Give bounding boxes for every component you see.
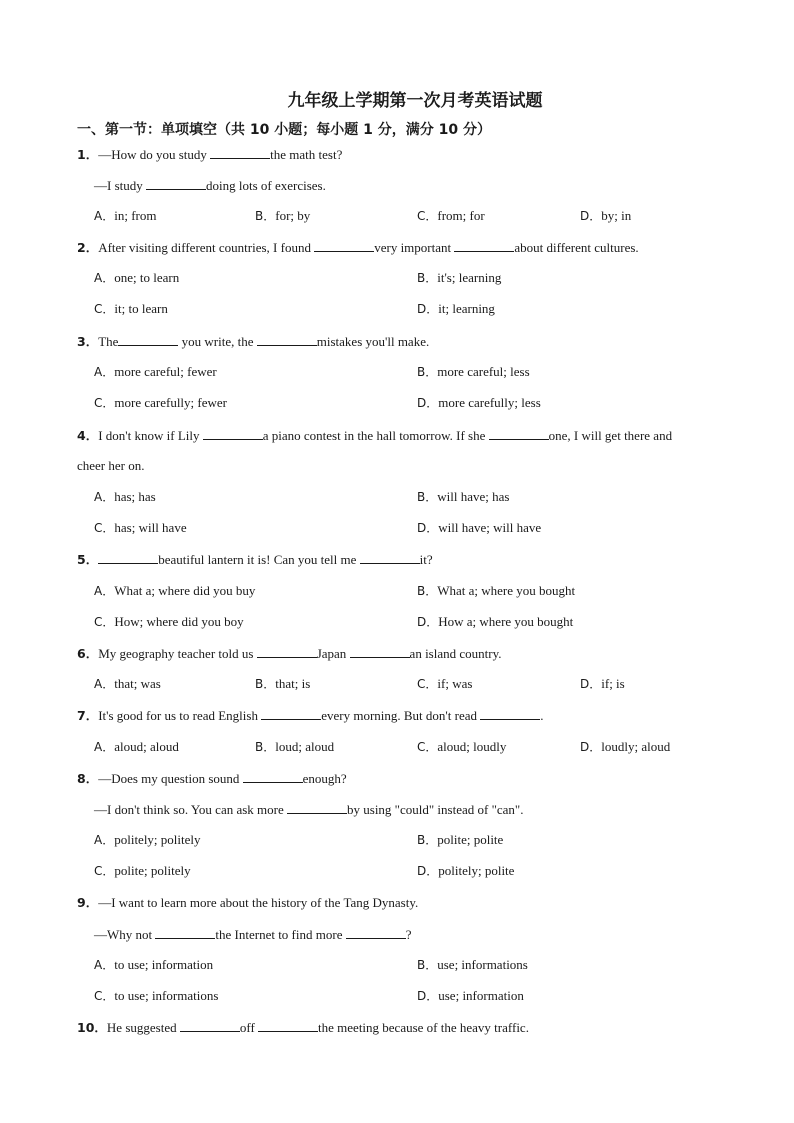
question-text: . — [540, 708, 544, 723]
option-text: will have; will have — [438, 520, 542, 535]
answer-blank[interactable] — [287, 800, 347, 814]
option-d[interactable] — [580, 207, 631, 225]
question-number: 3． — [77, 334, 99, 349]
option-label: B． — [255, 209, 276, 223]
option-d[interactable] — [417, 394, 541, 412]
option-label: D． — [580, 677, 602, 691]
question-9-line-2 — [94, 925, 412, 944]
option-text: will have; has — [437, 489, 510, 504]
question-text: the meeting because of the heavy traffic. — [318, 1020, 529, 1035]
answer-blank[interactable] — [346, 925, 406, 939]
option-d[interactable] — [417, 987, 524, 1005]
option-label: A． — [94, 958, 115, 972]
option-text: more careful; less — [437, 364, 530, 379]
option-label: A． — [94, 209, 115, 223]
option-d[interactable] — [417, 519, 541, 537]
option-text: from; for — [437, 208, 485, 223]
option-d[interactable] — [417, 300, 495, 318]
option-b[interactable] — [417, 363, 530, 381]
question-text: the math test? — [270, 147, 343, 162]
option-c[interactable] — [94, 987, 218, 1005]
option-text: if; is — [601, 676, 625, 691]
option-label: C． — [94, 396, 115, 410]
option-a[interactable] — [94, 363, 217, 381]
option-label: D． — [417, 864, 439, 878]
option-b[interactable] — [255, 207, 310, 225]
question-6 — [77, 644, 502, 663]
page-title: 九年级上学期第一次月考英语试题 — [287, 91, 543, 111]
option-text: politely; polite — [438, 863, 515, 878]
option-b[interactable] — [255, 738, 334, 756]
question-2 — [77, 238, 639, 257]
question-continuation: cheer her on. — [77, 458, 145, 473]
question-number: 2． — [77, 240, 99, 255]
question-text: the Internet to find more — [215, 927, 346, 942]
option-text: it; to learn — [114, 301, 168, 316]
option-text: if; was — [437, 676, 473, 691]
option-text: politely; politely — [114, 832, 201, 847]
option-label: C． — [417, 740, 438, 754]
option-text: aloud; loudly — [437, 739, 507, 754]
question-text: mistakes you'll make. — [316, 334, 430, 349]
option-a[interactable] — [94, 675, 161, 693]
question-text: beautiful lantern it is! Can you tell me — [158, 552, 360, 567]
answer-blank[interactable] — [261, 706, 321, 720]
option-text: for; by — [275, 208, 311, 223]
option-text: polite; politely — [114, 863, 191, 878]
question-10 — [77, 1018, 529, 1037]
option-label: D． — [417, 521, 439, 535]
question-text: —I study — [94, 178, 146, 193]
option-text: one; to learn — [114, 270, 180, 285]
option-text: more carefully; fewer — [114, 395, 227, 410]
option-text: to use; informations — [114, 988, 219, 1003]
option-label: B． — [417, 271, 438, 285]
option-text: it's; learning — [437, 270, 502, 285]
answer-blank[interactable] — [480, 706, 540, 720]
answer-blank[interactable] — [489, 426, 549, 440]
option-label: A． — [94, 677, 115, 691]
option-text: use; information — [438, 988, 524, 1003]
option-label: A． — [94, 584, 115, 598]
option-d[interactable] — [417, 613, 573, 631]
question-text: you write, the — [178, 334, 257, 349]
option-text: loudly; aloud — [601, 739, 671, 754]
question-8-line-2 — [94, 800, 524, 819]
option-text: What a; where did you buy — [114, 583, 256, 598]
option-a[interactable] — [94, 831, 201, 849]
question-1-line-2 — [94, 176, 326, 195]
option-c[interactable] — [94, 394, 227, 412]
option-c[interactable] — [417, 738, 506, 756]
option-label: D． — [417, 302, 439, 316]
answer-blank[interactable] — [180, 1018, 240, 1032]
option-label: C． — [94, 521, 115, 535]
option-c[interactable] — [94, 613, 244, 631]
question-text: He suggested — [106, 1020, 180, 1035]
question-text: ? — [405, 927, 412, 942]
question-text: every morning. But don't read — [321, 708, 481, 723]
question-4 — [77, 426, 672, 445]
option-label: D． — [417, 989, 439, 1003]
option-label: A． — [94, 365, 115, 379]
option-b[interactable] — [417, 269, 501, 287]
question-text: doing lots of exercises. — [206, 178, 326, 193]
option-label: D． — [417, 615, 439, 629]
question-number: 4． — [77, 428, 99, 443]
question-text: —I don't think so. You can ask more — [94, 802, 288, 817]
option-text: aloud; aloud — [114, 739, 179, 754]
option-label: B． — [417, 584, 438, 598]
answer-blank[interactable] — [155, 925, 215, 939]
option-d[interactable] — [417, 862, 514, 880]
option-label: B． — [417, 958, 438, 972]
question-text: It's good for us to read English — [98, 708, 262, 723]
option-d[interactable] — [580, 675, 625, 693]
option-label: D． — [580, 209, 602, 223]
question-text: My geography teacher told us — [98, 646, 257, 661]
answer-blank[interactable] — [203, 426, 263, 440]
option-text: by; in — [601, 208, 632, 223]
answer-blank[interactable] — [98, 550, 158, 564]
option-label: A． — [94, 490, 115, 504]
option-text: in; from — [114, 208, 157, 223]
option-b[interactable] — [255, 675, 310, 693]
question-3 — [77, 332, 429, 351]
option-c[interactable] — [417, 675, 472, 693]
option-text: more carefully; less — [438, 395, 541, 410]
option-a[interactable] — [94, 207, 156, 225]
question-number: 5． — [77, 552, 99, 567]
question-text: very important — [374, 240, 455, 255]
option-label: C． — [94, 864, 115, 878]
question-number: 7． — [77, 708, 99, 723]
option-b[interactable] — [417, 488, 509, 506]
question-1 — [77, 145, 342, 164]
answer-blank[interactable] — [210, 145, 270, 159]
question-text: I don't know if Lily — [98, 428, 203, 443]
question-text: an island country. — [409, 646, 502, 661]
option-text: that; was — [114, 676, 161, 691]
answer-blank[interactable] — [243, 769, 303, 783]
option-a[interactable] — [94, 956, 213, 974]
question-9 — [77, 894, 418, 912]
option-c[interactable] — [417, 207, 485, 225]
option-label: B． — [255, 677, 276, 691]
answer-blank[interactable] — [146, 176, 206, 190]
option-text: polite; polite — [437, 832, 504, 847]
option-text: it; learning — [438, 301, 495, 316]
option-d[interactable] — [580, 738, 670, 756]
option-label: A． — [94, 740, 115, 754]
option-text: What a; where you bought — [437, 583, 576, 598]
option-label: B． — [417, 365, 438, 379]
answer-blank[interactable] — [454, 238, 514, 252]
option-label: C． — [94, 615, 115, 629]
option-text: How a; where you bought — [438, 614, 574, 629]
question-number: 8． — [77, 771, 99, 786]
answer-blank[interactable] — [257, 332, 317, 346]
option-text: use; informations — [437, 957, 528, 972]
answer-blank[interactable] — [257, 644, 317, 658]
question-8 — [77, 769, 347, 788]
option-a[interactable] — [94, 488, 156, 506]
question-text: After visiting different countries, I found — [98, 240, 315, 255]
option-b[interactable] — [417, 582, 575, 600]
question-7 — [77, 706, 544, 725]
option-b[interactable] — [417, 956, 528, 974]
question-text: off — [239, 1020, 259, 1035]
question-text: —I want to learn more about the history of the Tang Dynasty. — [98, 895, 419, 910]
option-label: C． — [94, 302, 115, 316]
answer-blank[interactable] — [350, 644, 410, 658]
option-label: C． — [417, 209, 438, 223]
option-label: A． — [94, 271, 115, 285]
question-number: 10． — [77, 1020, 107, 1035]
option-c[interactable] — [94, 862, 191, 880]
question-text: —Why not — [94, 927, 156, 942]
question-text: a piano contest in the hall tomorrow. If she — [262, 428, 489, 443]
option-text: loud; aloud — [275, 739, 335, 754]
question-text: —How do you study — [98, 147, 211, 162]
question-text: by using "could" instead of "can". — [347, 802, 524, 817]
option-label: D． — [580, 740, 602, 754]
option-label: C． — [94, 989, 115, 1003]
option-text: has; has — [114, 489, 156, 504]
option-text: to use; information — [114, 957, 214, 972]
option-c[interactable] — [94, 300, 168, 318]
option-b[interactable] — [417, 831, 503, 849]
question-text: enough? — [302, 771, 347, 786]
question-text: —Does my question sound — [98, 771, 243, 786]
section-heading: 一、第一节：单项填空（共 10 小题；每小题 1 分，满分 10 分） — [77, 122, 491, 138]
answer-blank[interactable] — [360, 550, 420, 564]
question-text: it? — [419, 552, 433, 567]
question-text: about different cultures. — [514, 240, 639, 255]
option-label: C． — [417, 677, 438, 691]
option-c[interactable] — [94, 519, 187, 537]
question-number: 6． — [77, 646, 99, 661]
answer-blank[interactable] — [258, 1018, 318, 1032]
question-5 — [77, 550, 433, 569]
option-text: has; will have — [114, 520, 187, 535]
question-text: one, I will get there and — [548, 428, 673, 443]
answer-blank[interactable] — [314, 238, 374, 252]
option-a[interactable] — [94, 738, 179, 756]
option-a[interactable] — [94, 582, 255, 600]
option-label: B． — [417, 833, 438, 847]
option-a[interactable] — [94, 269, 179, 287]
option-label: B． — [255, 740, 276, 754]
option-text: more careful; fewer — [114, 364, 217, 379]
question-number: 1． — [77, 147, 99, 162]
question-text: Japan — [316, 646, 350, 661]
question-text: The — [98, 334, 119, 349]
option-label: D． — [417, 396, 439, 410]
option-text: How; where did you boy — [114, 614, 244, 629]
answer-blank[interactable] — [118, 332, 178, 346]
option-text: that; is — [275, 676, 311, 691]
question-number: 9． — [77, 895, 99, 910]
option-label: A． — [94, 833, 115, 847]
option-label: B． — [417, 490, 438, 504]
